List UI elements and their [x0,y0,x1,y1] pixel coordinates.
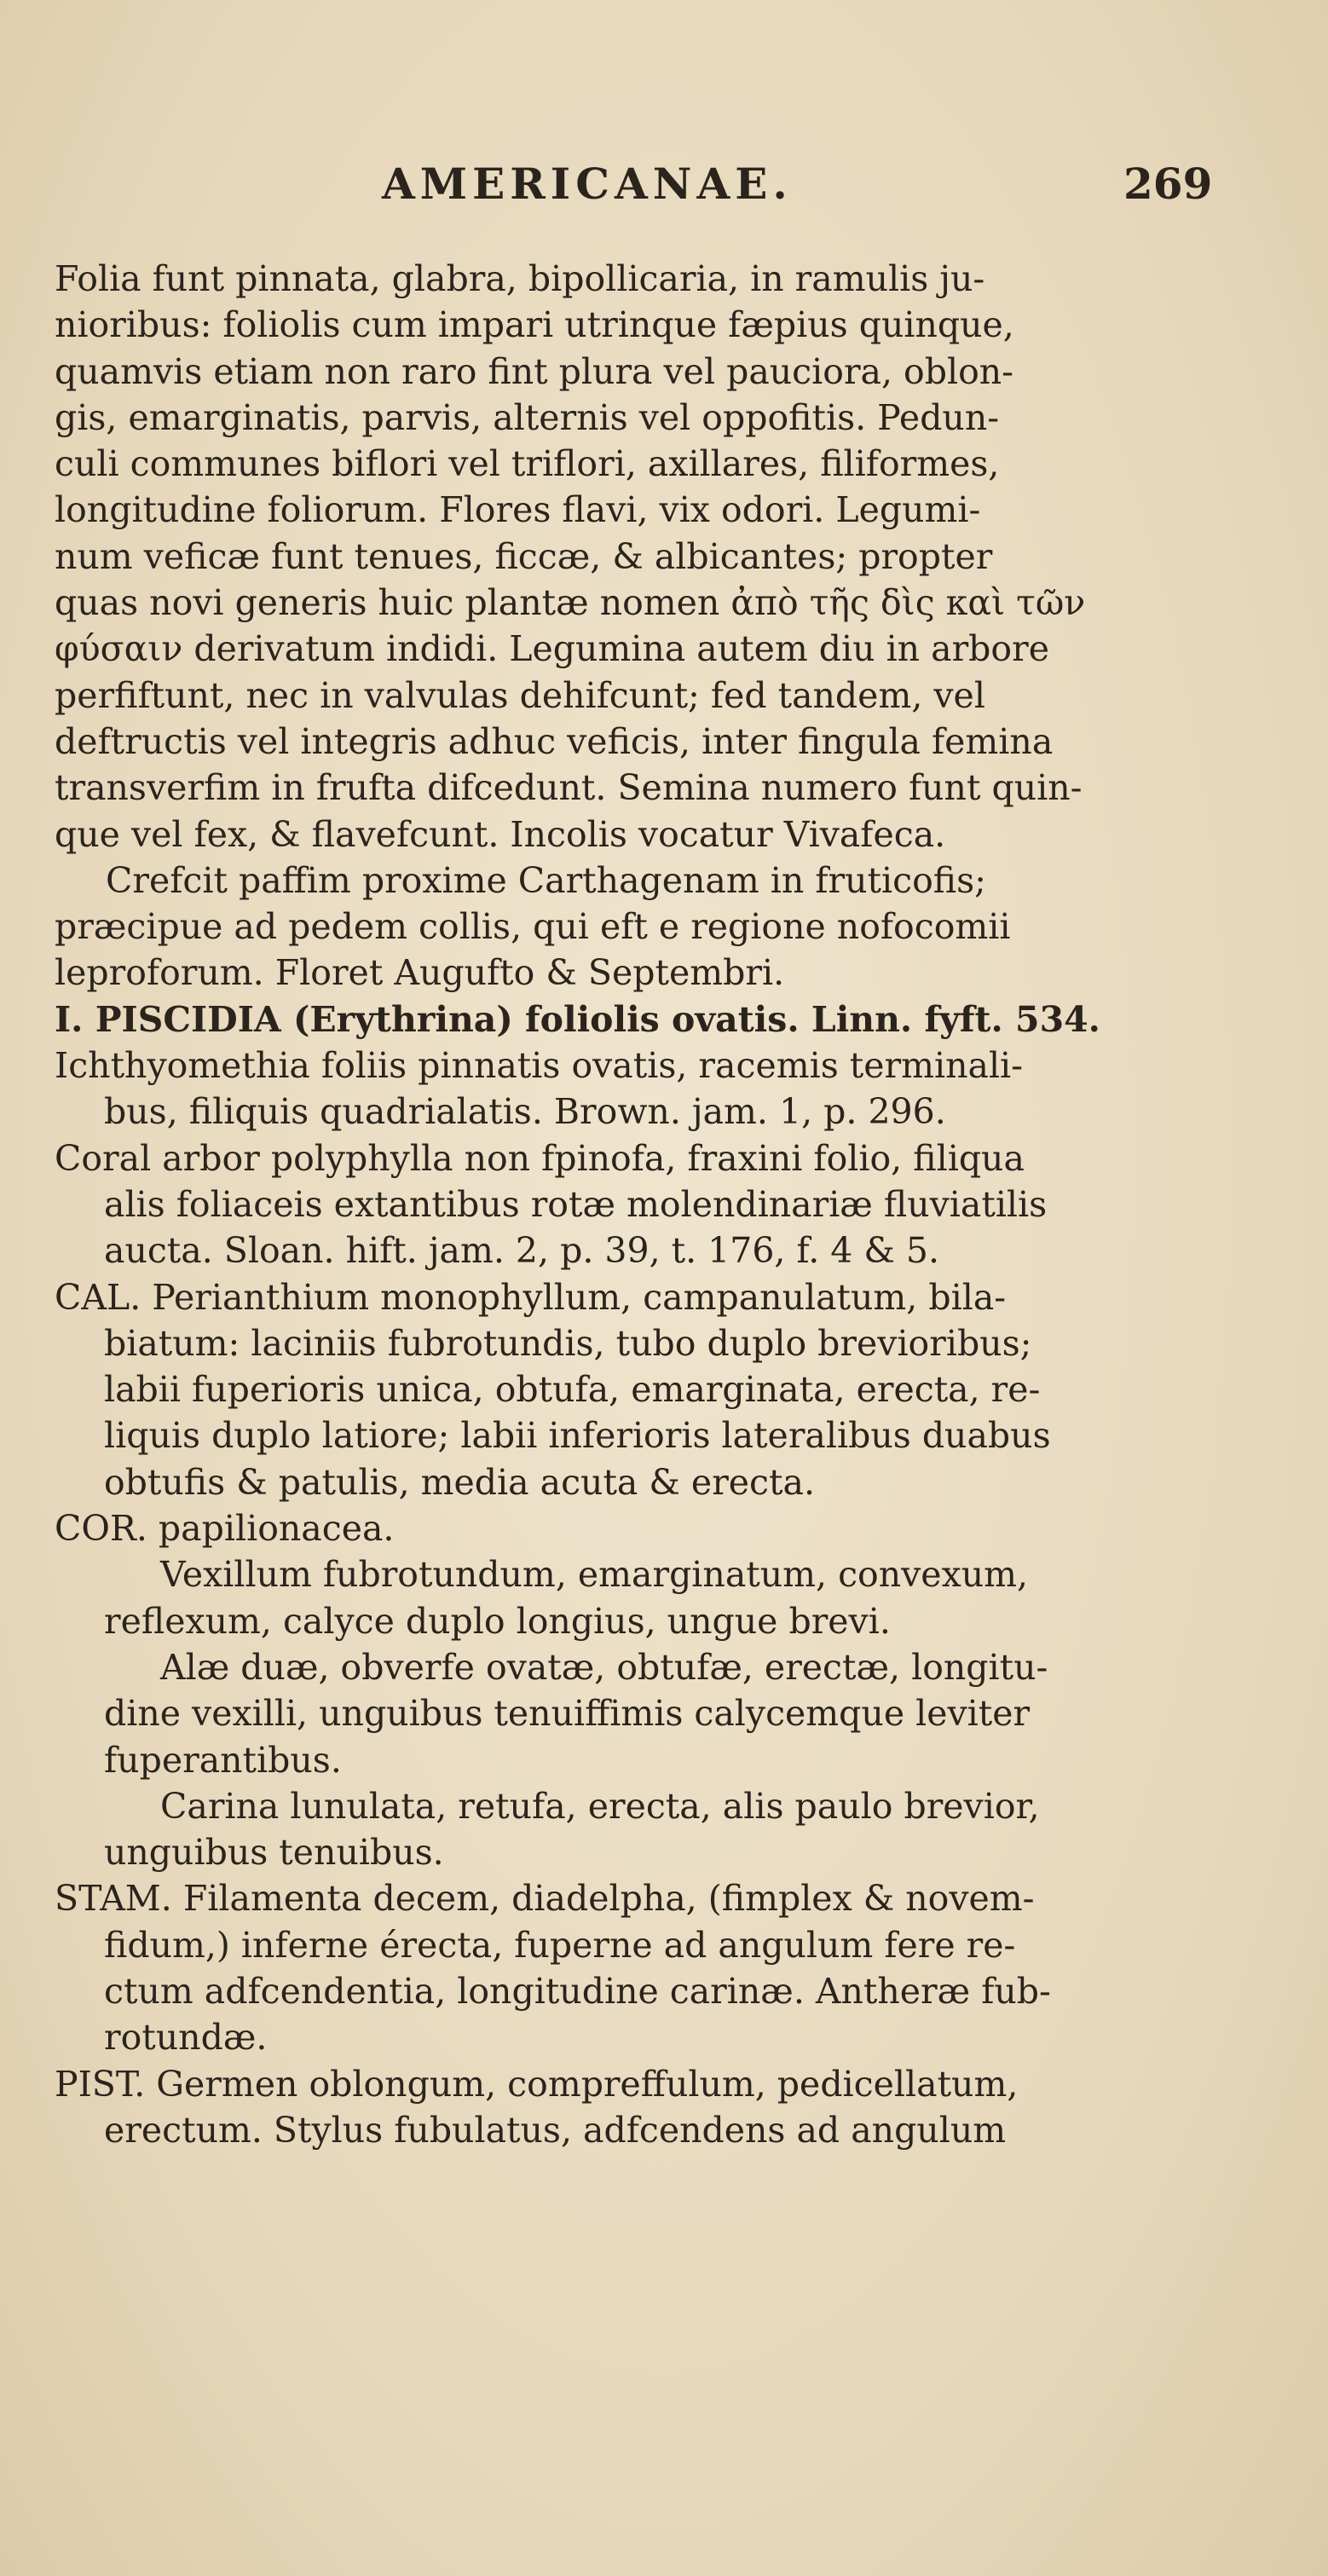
text-line: quamvis etiam non raro fint plura vel pauciora, oblon- [55,350,1014,392]
stamen-line: fidum,) inferne érecta, fuperne ad angulum fere re- [104,1924,1016,1966]
text-line: longitudine foliorum. Flores flavi, vix odori. Legumi- [55,489,981,531]
corolla-line: dine vexilli, unguibus tenuiffimis calycemque leviter [104,1693,1031,1735]
text-line: deftructis vel integris adhuc veficis, inter fingula femina [55,720,1054,762]
text-line: quas novi generis huic plantæ nomen ἀπὸ τῆς δὶς καὶ τῶν [55,582,1086,624]
text-line: culi communes biflori vel triflori, axillares, filiformes, [55,443,1000,485]
corolla-line: reflexum, calyce duplo longius, ungue brevi. [104,1600,891,1642]
calyx-line: labii fuperioris unica, obtufa, emarginata, erecta, re- [104,1369,1041,1411]
corolla-line: Carina lunulata, retufa, erecta, alis paulo brevior, [160,1785,1040,1827]
text-line: leproforum. Floret Augufto & Septembri. [55,952,785,994]
page-number: 269 [1123,159,1213,209]
stamen-line: rotundæ. [104,2017,268,2059]
corolla-line: Alæ duæ, obverfe ovatæ, obtufæ, erectæ, longitu- [160,1646,1048,1688]
text-line: Crefcit paffim proxime Carthagenam in fruticofis; [106,859,986,901]
pistil-line: erectum. Stylus fubulatus, adfcendens ad angulum [104,2109,1007,2151]
text-line: nioribus: foliolis cum impari utrinque fæpius quinque, [55,304,1014,346]
synonym-line: Ichthyomethia foliis pinnatis ovatis, racemis terminali- [55,1045,1024,1087]
calyx-line: obtufis & patulis, media acuta & erecta. [104,1461,815,1503]
text-line: perfiftunt, nec in valvulas dehifcunt; fed tandem, vel [55,674,985,716]
corolla-line: COR. papilionacea. [55,1508,395,1550]
text-line: gis, emarginatis, parvis, alternis vel oppofitis. Pedun- [55,396,1000,438]
synonym-line: bus, filiquis quadrialatis. Brown. jam. 1, p. 296. [104,1091,946,1133]
corolla-line: Vexillum fubrotundum, emarginatum, convexum, [160,1554,1029,1596]
synonym-line: Coral arbor polyphylla non fpinofa, fraxini folio, filiqua [55,1137,1025,1179]
text-line: que vel fex, & flavefcunt. Incolis vocatur Vivafeca. [55,813,946,855]
text-line: præcipue ad pedem collis, qui eft e regione nofocomii [55,906,1011,948]
running-head [0,159,1328,218]
synonym-line: alis foliaceis extantibus rotæ molendinariæ fluviatilis [104,1183,1048,1225]
body-text [55,256,1171,2153]
text-line: Folia funt pinnata, glabra, bipollicaria, in ramulis ju- [55,258,985,299]
calyx-line: biatum: laciniis fubrotundis, tubo duplo brevioribus; [104,1322,1032,1364]
synonym-line: aucta. Sloan. hift. jam. 2, p. 39, t. 176, f. 4 & 5. [104,1230,940,1272]
text-line: transverfim in frufta difcedunt. Semina numero funt quin- [55,767,1083,809]
calyx-line: CAL. Perianthium monophyllum, campanulatum, bila- [55,1276,1007,1318]
text-line: num veficæ funt tenues, ficcæ, & albicantes; propter [55,535,993,577]
species-heading: I. PISCIDIA (Erythrina) foliolis ovatis. Linn. fyft. 534. [55,998,1100,1040]
stamen-line: ctum adfcendentia, longitudine carinæ. Antheræ fub- [104,1970,1051,2012]
running-title: AMERICANAE. [382,159,793,209]
text-line: φύσαιν derivatum indidi. Legumina autem diu in arbore [55,628,1049,670]
corolla-line: unguibus tenuibus. [104,1832,444,1874]
pistil-line: PIST. Germen oblongum, compreffulum, pedicellatum, [55,2063,1019,2105]
corolla-line: fuperantibus. [104,1739,342,1781]
stamen-line: STAM. Filamenta decem, diadelpha, (fimplex & novem- [55,1878,1035,1920]
calyx-line: liquis duplo latiore; labii inferioris lateralibus duabus [104,1415,1051,1457]
